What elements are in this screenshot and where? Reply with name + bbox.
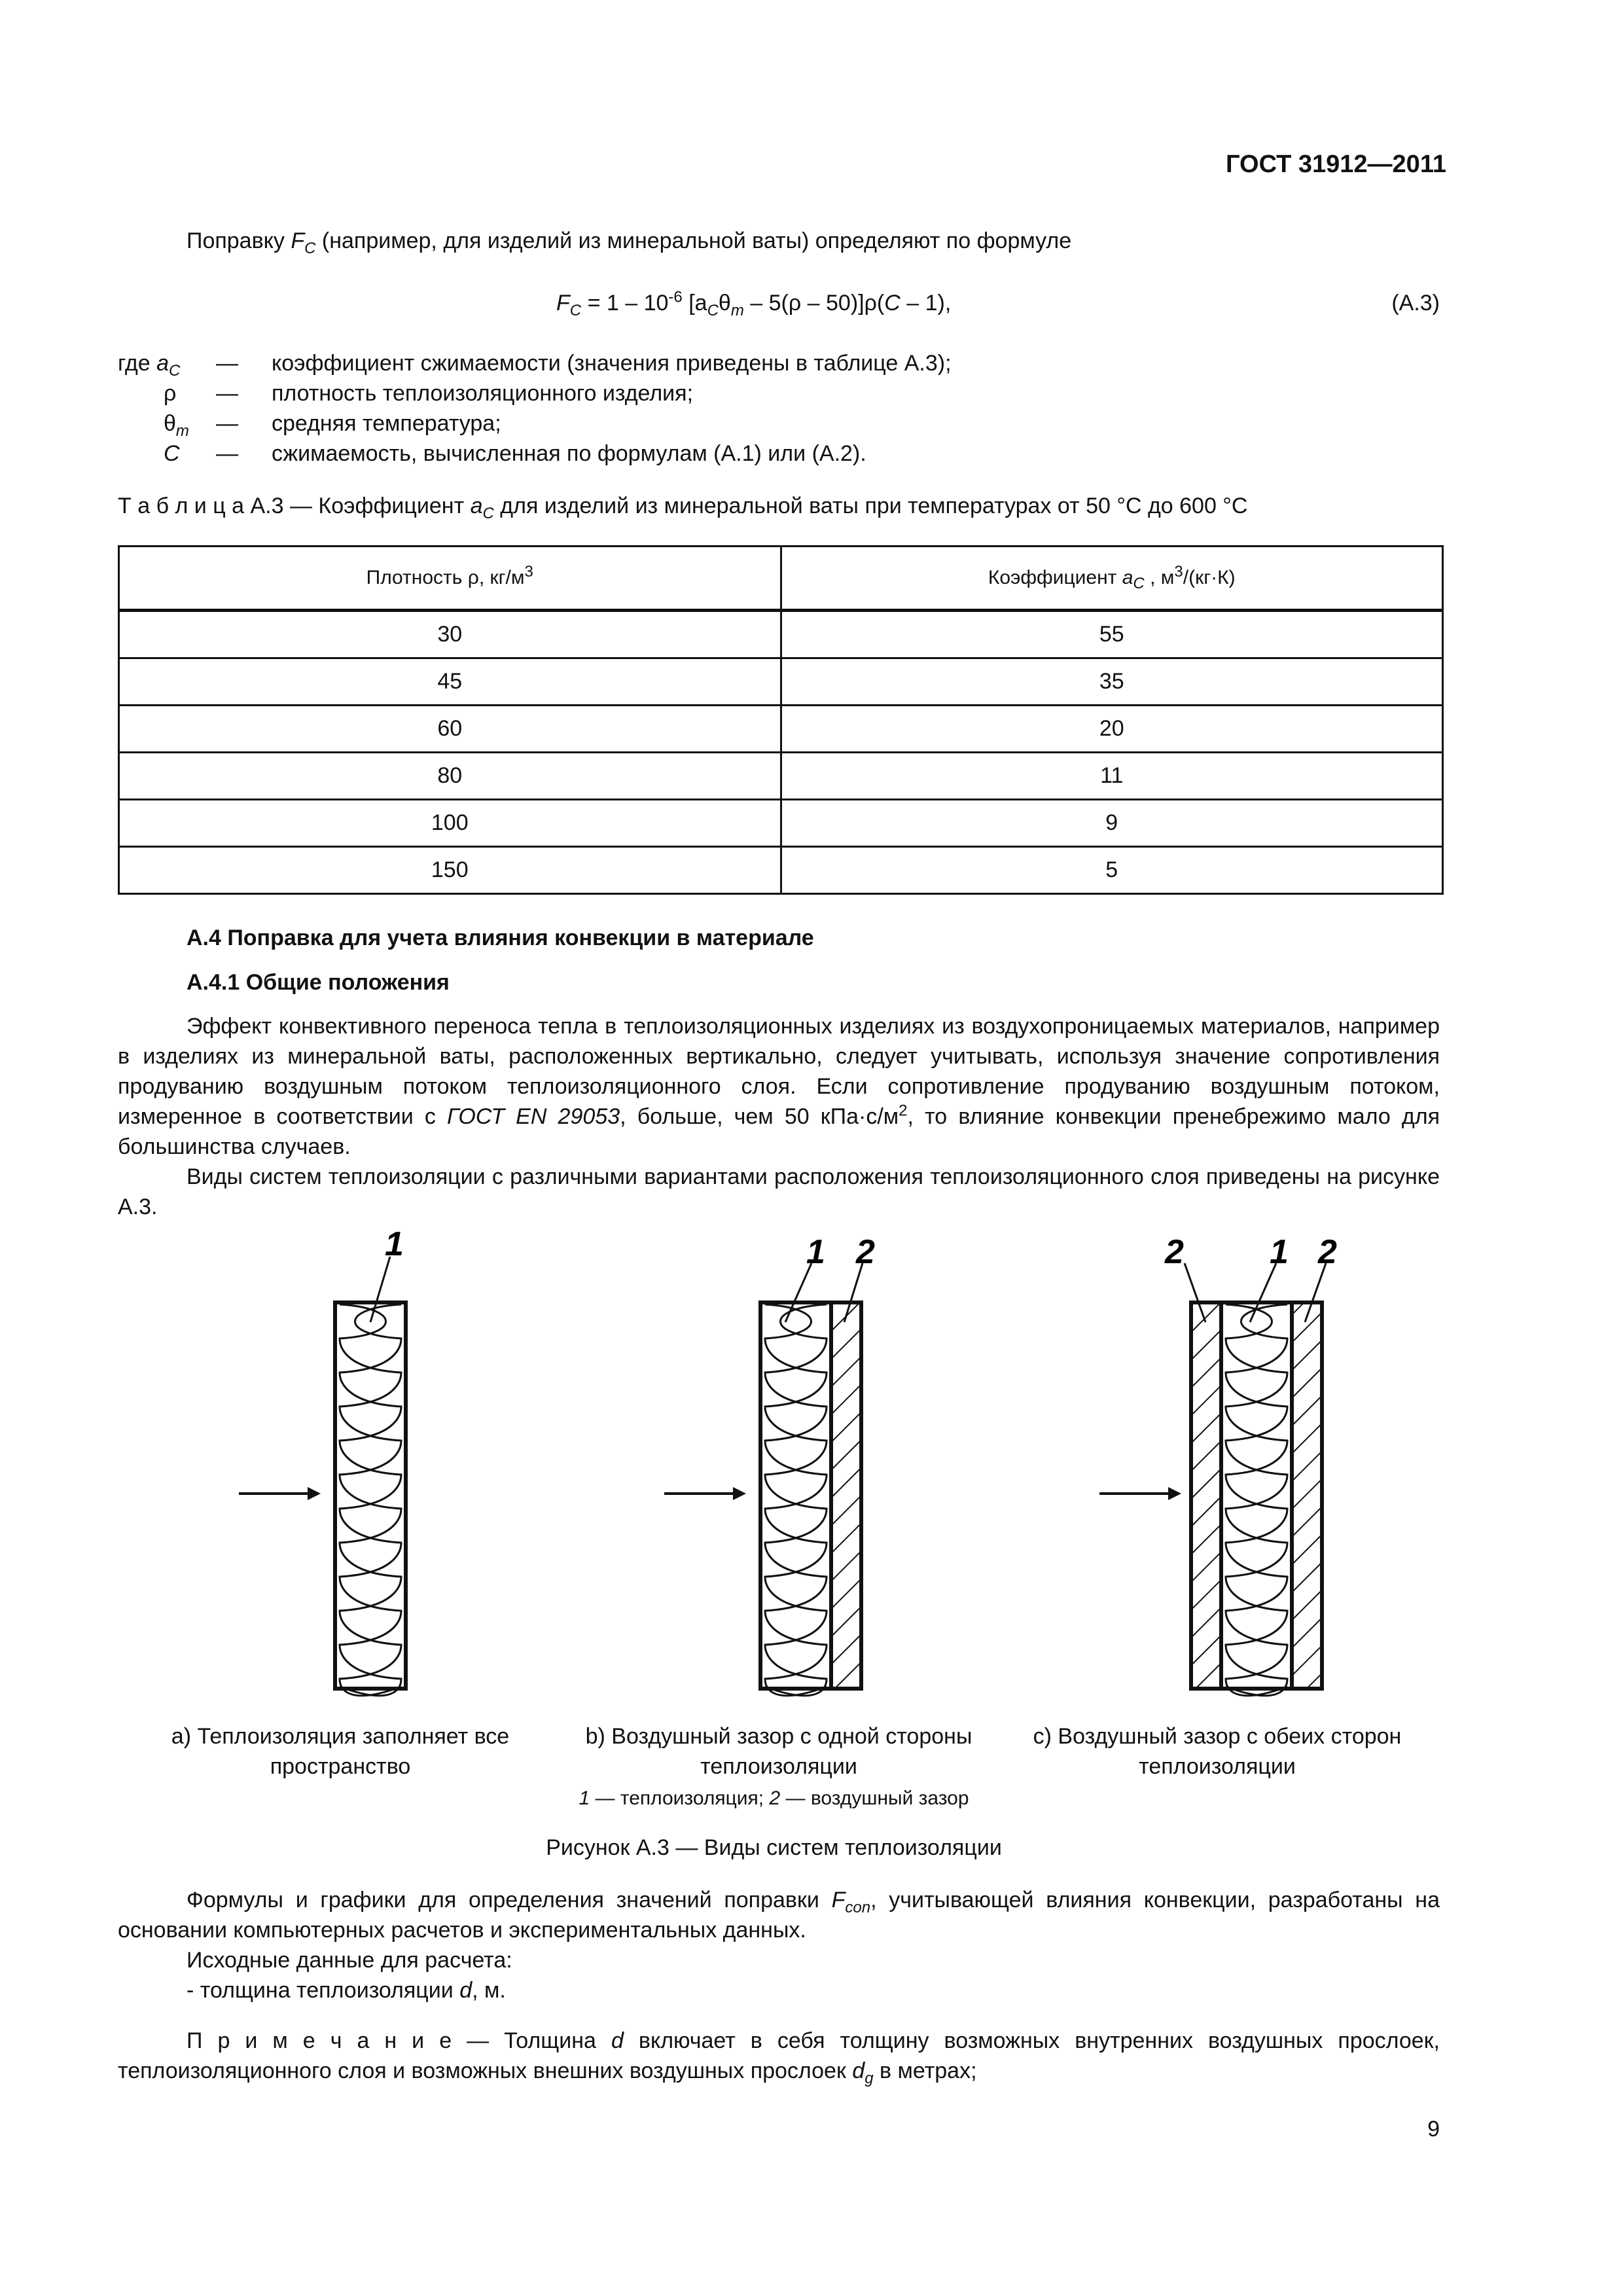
note: П р и м е ч а н и е — Толщина d включает в себя толщину возможных внутренних воздушных прослоек, теплоизоляционного слоя и возможных внешних воздушных прослоек $d_g$ в метрах; [118, 2028, 1440, 2087]
insulation-panel [335, 1302, 406, 1689]
table-row [119, 611, 1443, 658]
arrow-head-icon [1168, 1487, 1181, 1500]
label-1: 1 [385, 1225, 404, 1263]
definition-row: ρ [164, 381, 177, 406]
col-header-density: Плотность ρ, $кг/м^3$ [119, 547, 781, 611]
definition-row: C [164, 441, 180, 466]
table-row [119, 706, 1443, 753]
table-caption: Т а б л и ц а А.3 — Коэффициент $a_C$ для изделий из минеральной ваты при температурах от 50 °С до 600 °С [118, 493, 1248, 522]
page-number: 9 [1427, 2117, 1440, 2142]
cell-coefficient: 11 [781, 753, 1443, 800]
air-gap-panel [1292, 1302, 1322, 1689]
insulation-panel [1221, 1302, 1292, 1689]
paragraph-correction: Формулы и графики для определения значений поправки $F_{con}$, учитывающей влияния конвекции, разработаны на основании компьютерных расчетов и экспериментальных данных. [118, 1888, 1440, 1943]
label-1: 1 [1270, 1233, 1289, 1271]
definition-dash: — [216, 381, 238, 406]
cell-density: 100 [119, 800, 781, 847]
definition-dash: — [216, 441, 238, 466]
definition-row: $\theta_m$ [164, 411, 189, 440]
label-2: 2 [1165, 1233, 1184, 1271]
cell-coefficient: 35 [781, 658, 1443, 706]
cell-density: 45 [119, 658, 781, 706]
col-header-coefficient: Коэффициент $a_C$ , $м^3/(кг\cdot К)$ [781, 547, 1443, 611]
definition-text: плотность теплоизоляционного изделия; [272, 381, 694, 406]
formula-number: (А.3) [1391, 291, 1440, 315]
paragraph-figure-ref: Виды систем теплоизоляции с различными вариантами расположения теплоизоляционного слоя приведены на рисунке А.3. [118, 1164, 1440, 1219]
cell-density: 80 [119, 753, 781, 800]
table-row [119, 847, 1443, 894]
air-gap-panel [831, 1302, 861, 1689]
definition-dash: — [216, 411, 238, 436]
arrow-head-icon [733, 1487, 746, 1500]
figure-legend: 1 — теплоизоляция; 2 — воздушный зазор [579, 1787, 969, 1809]
table-row [119, 753, 1443, 800]
cell-density: 60 [119, 706, 781, 753]
cell-density: 150 [119, 847, 781, 894]
caption-variant-c: c) Воздушный зазор с обеих сторон теплоизоляции [1033, 1724, 1402, 1779]
section-heading-a4: А.4 Поправка для учета влияния конвекции в материале [187, 925, 814, 950]
standard-number: ГОСТ 31912—2011 [1226, 151, 1446, 178]
figure-title: Рисунок А.3 — Виды систем теплоизоляции [546, 1835, 1002, 1860]
variant-c [1099, 1233, 1337, 1696]
table-row [119, 658, 1443, 706]
coefficient-table [118, 545, 1444, 895]
table-header-row [119, 547, 1443, 611]
definition-dash: — [216, 351, 238, 376]
cell-coefficient: 5 [781, 847, 1443, 894]
label-1: 1 [806, 1233, 825, 1271]
air-gap-panel [1191, 1302, 1221, 1689]
section-heading-a41: А.4.1 Общие положения [187, 970, 450, 995]
intro-text: Поправку $F_C$ (например, для изделий из минеральной ваты) определяют по формуле [187, 228, 1072, 257]
paragraph-thickness: - толщина теплоизоляции d, м. [187, 1978, 506, 2003]
definition-text: сжимаемость, вычисленная по формулам (А.1) или (А.2). [272, 441, 866, 466]
figure-insulation-systems [0, 1217, 1623, 1715]
insulation-panel [760, 1302, 831, 1689]
cell-coefficient: 55 [781, 611, 1443, 658]
caption-variant-a: а) Теплоизоляция заполняет все пространство [171, 1724, 510, 1779]
table-row [119, 800, 1443, 847]
formula-a3: $F_C = 1 - 10^{-6}$ $[a_C\theta_m - 5(\rho - 50)]\rho(C - 1)$, [556, 288, 952, 319]
label-2: 2 [856, 1233, 875, 1271]
caption-variant-b: b) Воздушный зазор с одной стороны теплоизоляции [585, 1724, 972, 1779]
paragraph-input-data: Исходные данные для расчета: [187, 1948, 512, 1973]
paragraph-convection: Эффект конвективного переноса тепла в теплоизоляционных изделиях из воздухопроницаемых материалов, например в изделиях из минеральной ваты, расположенных вертикально, следует учитывать, используя значение сопротивления продуванию воздушным потоком теплоизоляционного слоя. Если сопротивление продуванию воздушным потоком, измеренное в соответствии с ГОСТ EN 29053, больше, чем 50 $кПа\cdot с/м^2$, то влияние конвекции пренебрежимо мало для большинства случаев. [118, 1014, 1440, 1159]
arrow-head-icon [308, 1487, 321, 1500]
definition-row: где $a_C$ [118, 351, 181, 380]
definition-text: средняя температура; [272, 411, 501, 436]
definition-text: коэффициент сжимаемости (значения приведены в таблице А.3); [272, 351, 952, 376]
cell-coefficient: 20 [781, 706, 1443, 753]
label-2: 2 [1318, 1233, 1337, 1271]
cell-coefficient: 9 [781, 800, 1443, 847]
cell-density: 30 [119, 611, 781, 658]
variant-b [664, 1233, 875, 1696]
variant-a [239, 1225, 406, 1696]
